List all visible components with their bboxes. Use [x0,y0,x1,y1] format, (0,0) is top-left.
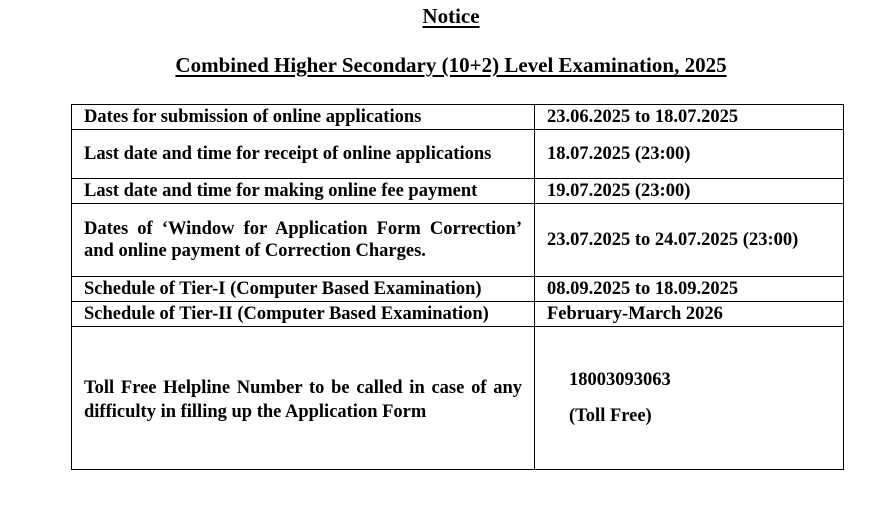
table-row [72,302,844,327]
helpline-value-cell [535,327,844,470]
helpline-label: Toll Free Helpline Number to be called in case of any difficulty in filling up the Application Form [84,378,522,422]
row-label: Dates of ‘Window for Application Form Correction’ and online payment of Correction Charges. [72,204,535,277]
notice-heading: Notice [422,4,480,28]
helpline-label-cell [72,327,535,470]
row-value: 19.07.2025 (23:00) [535,179,844,204]
row-label: Last date and time for making online fee payment [72,179,535,204]
row-label: Schedule of Tier-II (Computer Based Examination) [72,302,535,327]
row-label: Schedule of Tier-I (Computer Based Examination) [72,277,535,302]
helpline-number: 18003093063 [569,370,671,390]
helpline-row [72,327,844,470]
helpline-note: (Toll Free) [569,406,652,426]
row-value: 18.07.2025 (23:00) [535,130,844,179]
table-row [72,179,844,204]
row-label: Dates for submission of online applications [72,105,535,130]
table-row [72,277,844,302]
exam-title: Combined Higher Secondary (10+2) Level Examination, 2025 [175,53,727,77]
row-label: Last date and time for receipt of online applications [72,130,535,179]
schedule-table [71,104,844,470]
row-value: 23.06.2025 to 18.07.2025 [535,105,844,130]
table-row [72,130,844,179]
helpline-value [547,367,831,429]
row-value: 23.07.2025 to 24.07.2025 (23:00) [535,204,844,277]
table-row [72,105,844,130]
row-value: February-March 2026 [535,302,844,327]
row-value: 08.09.2025 to 18.09.2025 [535,277,844,302]
table-row [72,204,844,277]
